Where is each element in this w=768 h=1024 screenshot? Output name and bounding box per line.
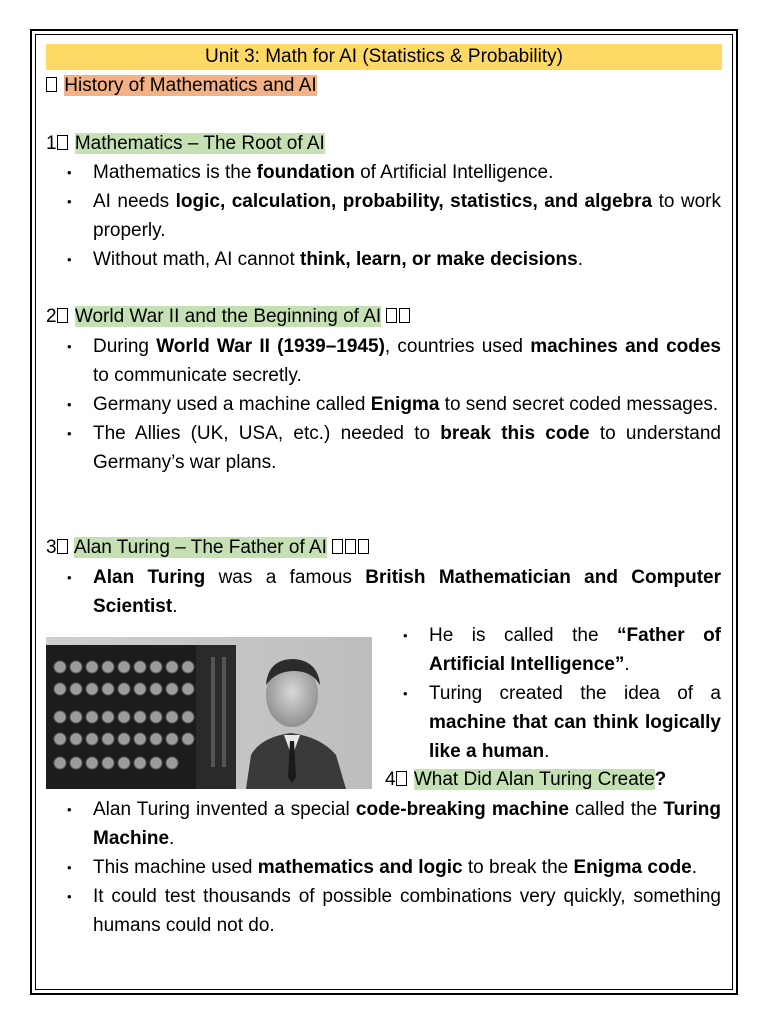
emoji-placeholder-icon [345, 539, 356, 554]
keycap-icon [396, 771, 407, 786]
bold-text: logic, calculation, probability, statistics, and algebra [175, 191, 653, 212]
emoji-placeholder-icon [399, 308, 410, 323]
bold-text: Enigma code [573, 857, 692, 878]
section-3-side-bullets [403, 621, 721, 766]
section-number: 1 [46, 133, 57, 154]
bullet-item: • Mathematics is the foundation of Artificial Intelligence. [67, 158, 721, 187]
bold-text: British Mathematician and Computer Scientist [93, 567, 722, 617]
emoji-placeholder-icon [358, 539, 369, 554]
bold-text: break this code [440, 423, 590, 444]
section-2-heading [46, 304, 412, 330]
section-1-bullets [67, 158, 721, 274]
bullet-item: • During World War II (1939–1945), countries used machines and codes to communicate secretly. [67, 332, 721, 390]
section-heading-text: Alan Turing – The Father of AI [73, 537, 327, 558]
section-4-heading [385, 767, 666, 793]
section-heading-text: Mathematics – The Root of AI [74, 133, 325, 154]
subtitle: History of Mathematics and AI [64, 75, 317, 96]
keycap-icon [57, 135, 68, 150]
section-3-bullets [67, 563, 721, 621]
subtitle-line [46, 73, 317, 99]
bullet-item: • Germany used a machine called Enigma to send secret coded messages. [67, 390, 721, 419]
section-2-bullets [67, 332, 721, 477]
section-number: 2 [46, 306, 57, 327]
bold-text: code-breaking machine [355, 799, 569, 820]
bullet-item: • AI needs logic, calculation, probability, statistics, and algebra to work properly. [67, 187, 721, 245]
keycap-icon [57, 539, 68, 554]
bold-text: Turing Machine [93, 799, 721, 849]
section-number: 3 [46, 537, 57, 558]
section-heading-suffix: ? [654, 769, 667, 790]
bold-text: mathematics and logic [257, 857, 463, 878]
emoji-placeholder-icon [46, 77, 57, 92]
bold-text: think, learn, or make decisions [300, 249, 578, 270]
bold-text: Enigma [370, 394, 440, 415]
bold-text: “Father of Artificial Intelligence” [429, 625, 722, 675]
bold-text: World War II (1939–1945) [156, 336, 385, 357]
section-heading-text: World War II and the Beginning of AI [74, 306, 382, 327]
section-3-heading [46, 535, 371, 561]
emoji-placeholder-icon [332, 539, 343, 554]
bullet-item: • He is called the “Father of Artificial Intelligence”. [403, 621, 721, 679]
bullet-item: • Without math, AI cannot think, learn, or make decisions. [67, 245, 721, 274]
unit-title: Unit 3: Math for AI (Statistics & Probability) [46, 44, 722, 70]
bullet-item: • Alan Turing invented a special code-breaking machine called the Turing Machine. [67, 795, 721, 853]
section-1-heading [46, 131, 325, 157]
bold-text: foundation [256, 162, 355, 183]
bullet-item: • This machine used mathematics and logic to break the Enigma code. [67, 853, 721, 882]
section-4-bullets [67, 795, 721, 940]
bullet-item: • The Allies (UK, USA, etc.) needed to break this code to understand Germany’s war plans. [67, 419, 721, 477]
bold-text: Alan Turing [93, 567, 206, 588]
bullet-item: • Turing created the idea of a machine that can think logically like a human. [403, 679, 721, 766]
section-number: 4 [385, 769, 396, 790]
alan-turing-photo [46, 637, 372, 789]
section-heading-text: What Did Alan Turing Create [413, 769, 655, 790]
bullet-item: • Alan Turing was a famous British Mathematician and Computer Scientist. [67, 563, 721, 621]
bold-text: machine that can think logically like a human [429, 712, 721, 762]
bold-text: machines and codes [530, 336, 721, 357]
keycap-icon [57, 308, 68, 323]
bullet-item: • It could test thousands of possible combinations very quickly, something humans could not do. [67, 882, 721, 940]
emoji-placeholder-icon [386, 308, 397, 323]
